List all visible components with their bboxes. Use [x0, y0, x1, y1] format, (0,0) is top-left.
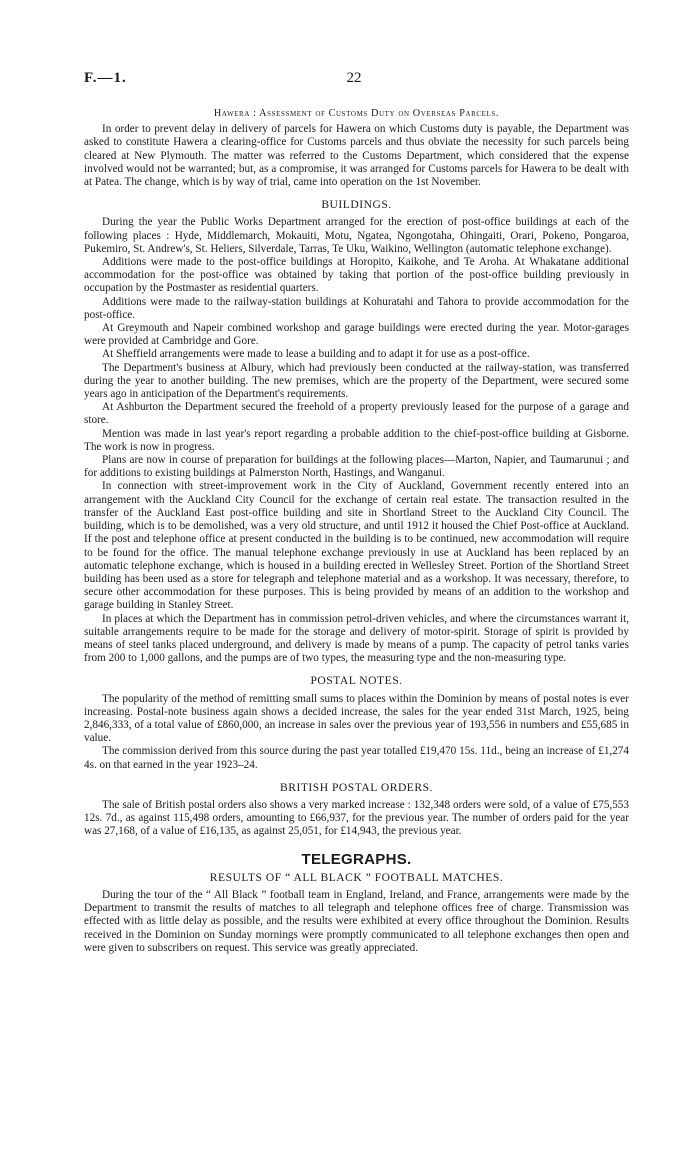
- section-telegraphs: [84, 850, 629, 955]
- page-content: [84, 107, 629, 955]
- paragraph: At Greymouth and Napeir combined workshop and garage buildings were erected during the year. Motor-garages were provided at Cambridge and Gore.: [84, 322, 629, 348]
- paragraph: Additions were made to the post-office buildings at Horopito, Kaikohe, and Te Aroha. At Whakatane additional accommodation for the post-office was obtained by taking that portion of the post-office building previously in occupation by the Postmaster as residential quarters.: [84, 256, 629, 295]
- paragraph: In places at which the Department has in commission petrol-driven vehicles, and where the circumstances warrant it, suitable arrangements require to be made for the storage and delivery of motor-spirit. Storage of spirit is provided by means of steel tanks placed underground, and delivery is made by means of a pump. The capacity of petrol tanks varies from 200 to 1,000 gallons, and the pumps are of two types, the measuring type and the non-measuring type.: [84, 612, 629, 665]
- paragraph: The popularity of the method of remitting small sums to places within the Dominion by means of postal notes is ever increasing. Postal-note business again shows a decided increase, the sales for the year ended 31st March, 1925, being 2,846,333, of a total value of £860,000, an increase in sales over the previous year of 193,556 in numbers and £55,685 in value.: [84, 692, 629, 745]
- page-number: 22: [346, 70, 362, 86]
- paragraph: In connection with street-improvement work in the City of Auckland, Government recently entered into an arrangement with the Auckland City Council for the exchange of certain real estate. The transaction resulted in the transfer of the Auckland East post-office building and site in Shortland Street to the Auckland City Council. The building, which is to be demolished, was a very old structure, and until 1912 it housed the Chief Post-office at Auckland. If the post and telephone office at present conducted in the building is to be continued, new accommodation will require to be found for the office. The manual telephone exchange previously in use at Auckland has been replaced by an automatic telephone exchange, which is housed in a building erected in Wellesley Street. Portion of the Shortland Street building has been used as a store for telegraph and telephone material and as a workshop. It was necessary, therefore, to secure other accommodation for these purposes. This is being provided by means of an addition to the workshop and garage building in Stanley Street.: [84, 480, 629, 612]
- section-british-postal-orders: [84, 781, 629, 839]
- paragraph: Mention was made in last year's report regarding a probable addition to the chief-post-office building at Gisborne. The work is now in progress.: [84, 427, 629, 453]
- section-postal-notes: [84, 674, 629, 771]
- paragraph: The sale of British postal orders also shows a very marked increase : 132,348 orders were sold, of a value of £75,553 12s. 7d., as against 115,498 orders, amounting to £66,937, for the previous year. The number of orders paid for the year was 27,168, of a value of £16,135, as against 25,051, for £14,943, the previous year.: [84, 798, 629, 838]
- section-hawera: [84, 107, 629, 189]
- paragraph: During the year the Public Works Department arranged for the erection of post-office buildings at each of the following places : Hyde, Middlemarch, Mokauiti, Motu, Ngatea, Ngongotaha, Ohingaiti, Orari, Pokeno, Pongaroa, Pukemiro, St. Andrew's, St. Heliers, Silverdale, Tarras, Te Uku, Waikino, Wellington (automatic telephone exchange).: [84, 216, 629, 255]
- document-code: F.—1.: [84, 70, 127, 86]
- page-header: [84, 72, 624, 92]
- paragraph: At Sheffield arrangements were made to lease a building and to adapt it for use as a post-office.: [102, 348, 530, 361]
- paragraph: Additions were made to the railway-station buildings at Kohuratahi and Tahora to provide accommodation for the post-office.: [84, 295, 629, 321]
- paragraph: At Ashburton the Department secured the freehold of a property previously leased for the purpose of a garage and store.: [84, 401, 629, 427]
- paragraph: In order to prevent delay in delivery of parcels for Hawera on which Customs duty is payable, the Department was asked to constitute Hawera a clearing-office for Customs parcels and thus obviate the necessity for such parcels being cleared at New Plymouth. The matter was referred to the Customs Department, which considered that the expense involved would not be warranted; but, as a compromise, it was arranged for Customs parcels for Hawera to be dealt with at Patea. The change, which is by way of trial, came into operation on the 1st November.: [84, 123, 629, 189]
- paragraph: During the tour of the “ All Black ” football team in England, Ireland, and France, arrangements were made by the Department to transmit the results of matches to all telegraph and telephone offices free of charge. Transmission was effected with as little delay as possible, and the results were exhibited at every office throughout the Dominion. Results received in the Dominion on Sunday mornings were promptly communicated to all telephone exchanges then open and were given to subscribers on request. This service was greatly appreciated.: [84, 888, 629, 954]
- section-heading: POSTAL NOTES.: [310, 674, 403, 688]
- section-buildings: [84, 198, 629, 665]
- paragraph: The Department's business at Albury, which had previously been conducted at the railway-station, was transferred during the year to another building. The new premises, which are the property of the Department, were secured some years ago in anticipation of the Department's requirements.: [84, 361, 629, 401]
- paragraph: The commission derived from this source during the past year totalled £19,470 15s. 11d., being an increase of £1,274 4s. on that earned in the year 1923–24.: [84, 745, 629, 771]
- section-heading: BRITISH POSTAL ORDERS.: [280, 780, 433, 794]
- section-subheading: RESULTS OF “ ALL BLACK ” FOOTBALL MATCHES.: [209, 870, 504, 884]
- section-heading: BUILDINGS.: [321, 198, 392, 212]
- section-heading: TELEGRAPHS.: [301, 850, 412, 868]
- paragraph: Plans are now in course of preparation for buildings at the following places—Marton, Napier, and Taumarunui ; and for additions to existing buildings at Palmerston North, Hastings, and Wanganui.: [84, 454, 629, 480]
- section-heading: Hawera : Assessment of Customs Duty on Overseas Parcels.: [213, 108, 500, 119]
